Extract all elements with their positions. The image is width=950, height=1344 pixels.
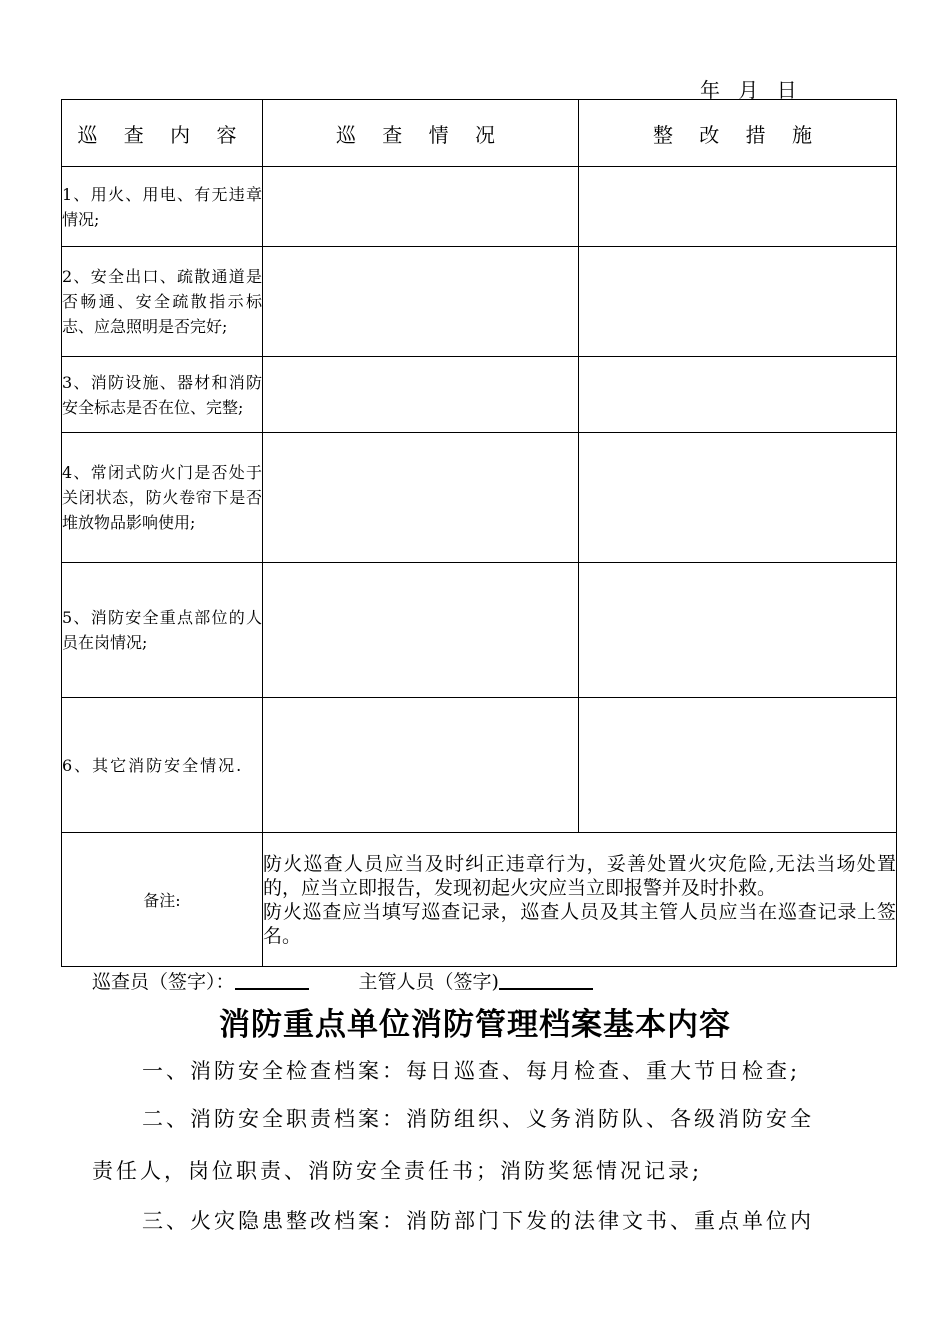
section-title: 消防重点单位消防管理档案基本内容 (219, 1007, 731, 1043)
row-measures-3[interactable] (579, 357, 897, 433)
row-measures-2[interactable] (579, 247, 897, 357)
row-item-6: 6、其它消防安全情况. (62, 698, 263, 833)
row-measures-6[interactable] (579, 698, 897, 833)
header-patrol-status: 巡 查 情 况 (263, 100, 579, 167)
table-row (62, 247, 897, 357)
table-row (62, 433, 897, 563)
table-row (62, 357, 897, 433)
row-item-4: 4、常闭式防火门是否处于关闭状态，防火卷帘下是否堆放物品影响使用; (62, 433, 263, 563)
supervisor-signature-label: 主管人员（签字) (358, 971, 499, 993)
row-status-5[interactable] (263, 563, 579, 698)
header-rectification-measures: 整 改 措 施 (579, 100, 897, 167)
table-row (62, 167, 897, 247)
remark-line-1: 防火巡查人员应当及时纠正违章行为，妥善处置火灾危险,无法当场处置的，应当立即报告，发现初起火灾应当立即报警并及时扑救。 (263, 852, 896, 899)
row-item-5: 5、消防安全重点部位的人员在岗情况; (62, 563, 263, 698)
row-status-4[interactable] (263, 433, 579, 563)
header-patrol-content: 巡 查 内 容 (62, 100, 263, 167)
paragraph-3: 三、火灾隐患整改档案：消防部门下发的法律文书、重点单位内 (142, 1209, 814, 1233)
table-row (62, 563, 897, 698)
table-header-row (62, 100, 897, 167)
row-status-3[interactable] (263, 357, 579, 433)
inspector-signature-label: 巡查员（签字）： (92, 971, 235, 993)
paragraph-2: 二、消防安全职责档案：消防组织、义务消防队、各级消防安全 (142, 1107, 814, 1131)
row-measures-1[interactable] (579, 167, 897, 247)
row-item-1: 1、用火、用电、有无违章情况; (62, 167, 263, 247)
remark-label: 备注: (62, 833, 263, 967)
signature-line (92, 967, 593, 994)
supervisor-signature-field[interactable] (499, 968, 593, 990)
row-measures-5[interactable] (579, 563, 897, 698)
paragraph-1: 一、消防安全检查档案：每日巡查、每月检查、重大节日检查; (142, 1059, 801, 1083)
row-item-3: 3、消防设施、器材和消防安全标志是否在位、完整; (62, 357, 263, 433)
remark-line-2: 防火巡查应当填写巡查记录，巡查人员及其主管人员应当在巡查记录上签名。 (263, 900, 896, 947)
paragraph-2-continued: 责任人，岗位职责、消防安全责任书；消防奖惩情况记录; (92, 1159, 703, 1183)
row-status-6[interactable] (263, 698, 579, 833)
row-item-2: 2、安全出口、疏散通道是否畅通、安全疏散指示标志、应急照明是否完好; (62, 247, 263, 357)
remark-row (62, 833, 897, 967)
row-status-2[interactable] (263, 247, 579, 357)
inspector-signature-field[interactable] (235, 968, 309, 990)
remark-text (263, 833, 897, 967)
row-status-1[interactable] (263, 167, 579, 247)
patrol-record-table (61, 99, 897, 967)
table-row (62, 698, 897, 833)
row-measures-4[interactable] (579, 433, 897, 563)
date-label: 年 月 日 (700, 78, 803, 102)
